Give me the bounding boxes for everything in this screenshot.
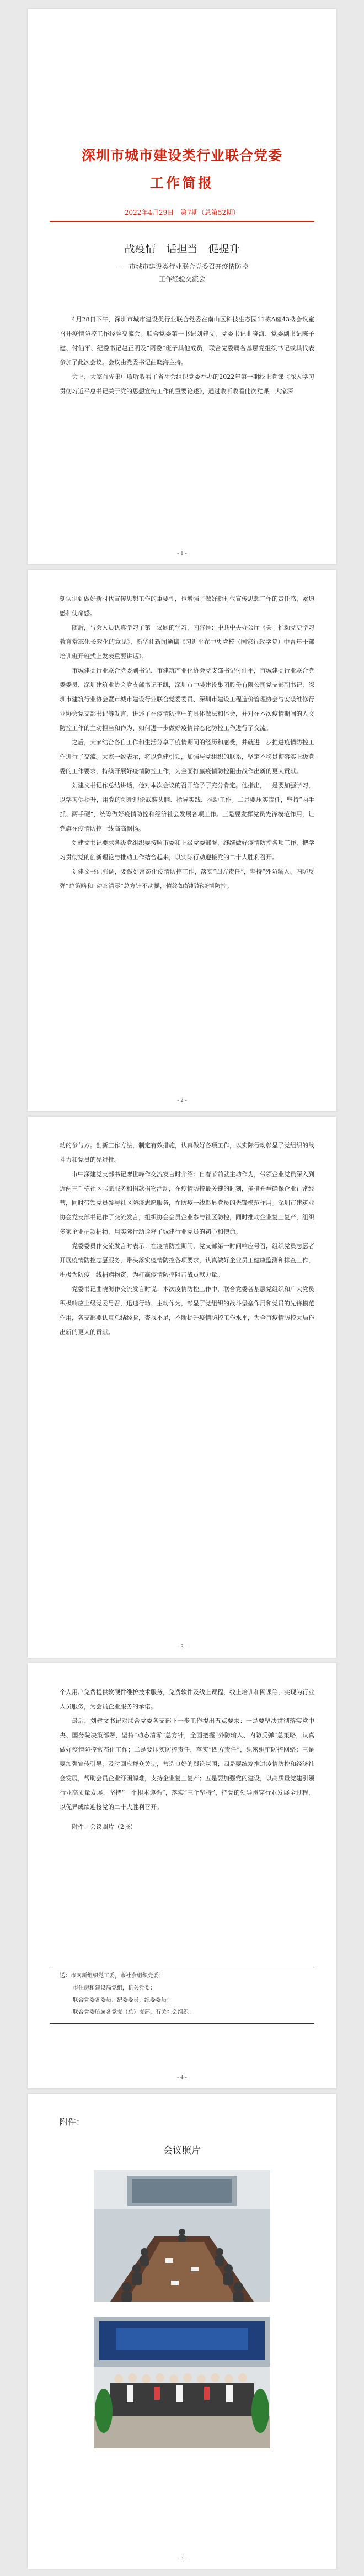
paragraph: 刘建文书记要求各级党组织要按照市委和上级党委部署，继续做好疫情防控各项工作，把学习贯彻党的创新理论与推动工作结合起来，以实际行动迎接党的二十大胜利召开。 (60, 839, 314, 861)
paragraph: 刻认识到做好新时代宣传思想工作的重要性，也增强了做好新时代宣传思想工作的责任感、紧迫感和使命感。 (60, 595, 314, 617)
page-2 (28, 570, 336, 1111)
distribution-line: 联合党委所属各党支（总）支部，有关社会组织。 (73, 2009, 194, 2016)
page-1 (28, 9, 336, 564)
page-number: - 5 - (177, 2556, 187, 2561)
attachment-note: 附件：会议照片（2张） (72, 1823, 136, 1831)
page-5 (28, 2094, 336, 2569)
paragraph: 党委委员作交流发言时表示：在疫情防控期间，党支部第一时间响应号召，组织党员志愿者开展疫情防控志愿服务，带头落实疫情防控各项要求，认真做好企业员工健康监测和排查工作，积极为防疫一线捐赠物资，为打赢疫情防控阻击战贡献力量。 (60, 1242, 314, 1278)
article-subtitle: ——市城市建设类行业联合党委召开疫情防控 (115, 263, 248, 271)
paragraph: 刘建文书记强调，要做好常态化疫情防控工作，落实“四方责任”，坚持“外防输入、内防反弹”总策略和“动态清零”总方针不动摇，慎终如始抓好疫情防控。 (60, 868, 314, 890)
red-divider (50, 221, 314, 222)
paragraph: 随后，与会人员认真学习了第一议题的学习，内容是：中共中央办公厅《关于推动党史学习教育常态化长效化的意见》、新华社新闻通稿《习近平在中央党校（国家行政学院）中青年干部培训班开班式上发表重要讲话》。 (60, 624, 314, 660)
page-3 (28, 1117, 336, 1658)
distribution-line: 送：市网新组织党工委，市社会组织党委； (60, 1973, 164, 1979)
paragraph: 最后，刘建文书记对联合党委各支部下一步工作提出五点要求：一是要坚决贯彻落实党中央、国务院决策部署，坚持“动态清零”总方针，全面把握“外防输入、内防反弹”总策略，认真做好疫情防控常态化工作；二是要压实防控责任，落实“四方责任”，织密织牢防控网络；三是要加强宣传引导，及时回应群众关切，营造良好的舆论氛围；四是要统筹推进疫情防控和经济社会发展，帮助会员企业纾困解难，支持企业复工复产；五是要加强党的建设，以高质量党建引领行业高质量发展，坚持“一个根本遵循”，落实“三个坚持”，把党的领导贯穿行业发展全过程，以优异成绩迎接党的二十大胜利召开。 (60, 1717, 314, 1811)
distribution-line: 市住房和建设局党组，机关党委； (73, 1985, 156, 1991)
attachment-label: 附件： (60, 2117, 85, 2127)
page-number: - 1 - (177, 551, 187, 557)
paragraph: 党委书记曲晓海作交流发言时说：本次疫情防控工作中，联合党委各基层党组织和广大党员积极响应上级党委号召，迅速行动、主动作为，彰显了党组织的战斗堡垒作用和党员的先锋模范作用，各支部要认真总结经验，查找不足，不断提升疫情防控工作水平，为全市疫情防控大局作出新的更大的贡献。 (60, 1286, 314, 1336)
distribution-list (60, 1970, 314, 2019)
page-number: - 3 - (177, 1644, 187, 1650)
body-page-2 (60, 592, 314, 893)
divider (50, 2023, 314, 2024)
paragraph: 刘建文书记作总结讲话，他对本次会议的召开给予了充分肯定。他指出，一是要加强学习，以学习促提升，用党的创新理论武装头脑、指导实践、推动工作。二是要压实责任，坚持“两手抓、两手硬”，统筹做好疫情防控和经济社会发展各项工作。三是要发挥党员先锋模范作用，让党旗在疫情防控一线高高飘扬。 (60, 782, 314, 832)
body-page-4 (60, 1685, 314, 1834)
paragraph: 之后，大家结合各自工作和生活分享了疫情期间的经历和感受，并就进一步推进疫情防控工作进行了交流。大家一致表示，将以党建引领，加强与党组织的联系，坚定不移贯彻落实上级党委的工作要求，持续开展好疫情防控工作，为全面打赢疫情防控阻击战作出新的更大贡献。 (60, 739, 314, 775)
paragraph: 个人用户免费提供软硬件维护技术服务，免费软件及线上课程，线上培训和网课等，实现为行业人员服务，为会员企业服务的承诺。 (60, 1689, 314, 1710)
article-headline: 战疫情 话担当 促提升 (124, 243, 240, 255)
paragraph: 动的参与方。创新工作方法，制定有效措施，认真做好各项工作，以实际行动彰显了党组织的战斗力和党员的先进性。 (60, 1142, 314, 1163)
page-number: - 2 - (177, 1098, 187, 1103)
issue-line: 2022年4月29日 第7期（总第52期） (124, 209, 240, 216)
brief-title: 工作简报 (149, 175, 214, 191)
paragraph: 4月28日下午，深圳市城市建设类行业联合党委在南山区科技生态园11栋A座43楼会议室召开疫情防控工作经验交流会。联合党委第一书记刘建文、党委书记曲晓海、党委副书记陈子建、付仙平、纪委书记赵正明及“两委”班子其他成员，联合党委属各基层党组织书记或其代表参加了此次会议。会议由党委书记曲晓海主持。 (60, 316, 314, 366)
paragraph: 会上，大家首先集中收听收看了省社会组织党委举办的2022年第一期线上党课《深入学习贯彻习近平总书记关于党的思想宣传工作的重要论述》，通过收听收看此次党课，大家深 (60, 373, 314, 395)
meeting-photo-2 (94, 2317, 270, 2448)
article-subtitle-2: 工作经验交流会 (158, 275, 205, 283)
attachment-title: 会议照片 (163, 2145, 201, 2156)
group-photo-image (94, 2317, 270, 2448)
paragraph: 市中深建党支部书记廖世峰作交流发言时介绍：自春节前就主动作为，带领企业党员深入到近两三千栋社区志愿服务和捐款捐物活动，在疫情防控最关键的时刻，多措并举确保企业正常经营，同时带领党员参与社区防疫志愿服务，在防疫一线彰显党员的先锋模范作用。深圳市建筑业协会党支部书记作了交流发言，组织协会会员企业参与社区防控，同时推动企业复工复产，组织多家企业捐款捐物，用实际行动诠释了城建行业党员的初心和使命。 (60, 1171, 314, 1235)
distribution-line: 联合党委各委员、纪委委员，纪委委员； (73, 1997, 172, 2003)
meeting-photo-1 (94, 2170, 270, 2302)
meeting-room-image (94, 2170, 270, 2302)
org-name: 深圳市城市建设类行业联合党委 (81, 147, 282, 163)
page-4 (28, 1663, 336, 2088)
body-page-1 (60, 313, 314, 399)
page-number: - 4 - (177, 2075, 187, 2081)
body-page-3 (60, 1139, 314, 1340)
paragraph: 市城建类行业联合党委副书记、市建筑产业化协会党支部书记付仙平，市城建类行业联合党委委员、深圳建筑业协会党支部书记王凯，深圳市中装建设集团股份有限公司党支部副书记，深圳市建筑行业协会暨市城市建设行业联合党委委员、深圳市建设工程造价管理协会与安装维修行业协会党支部书记等发言，讲述了在疫情防控中的具体做法和体会，并对在本次疫情期间的人文防控工作的主动担当和作为、如何进一步做好疫情常态化防控工作进行了交流。 (60, 667, 314, 732)
